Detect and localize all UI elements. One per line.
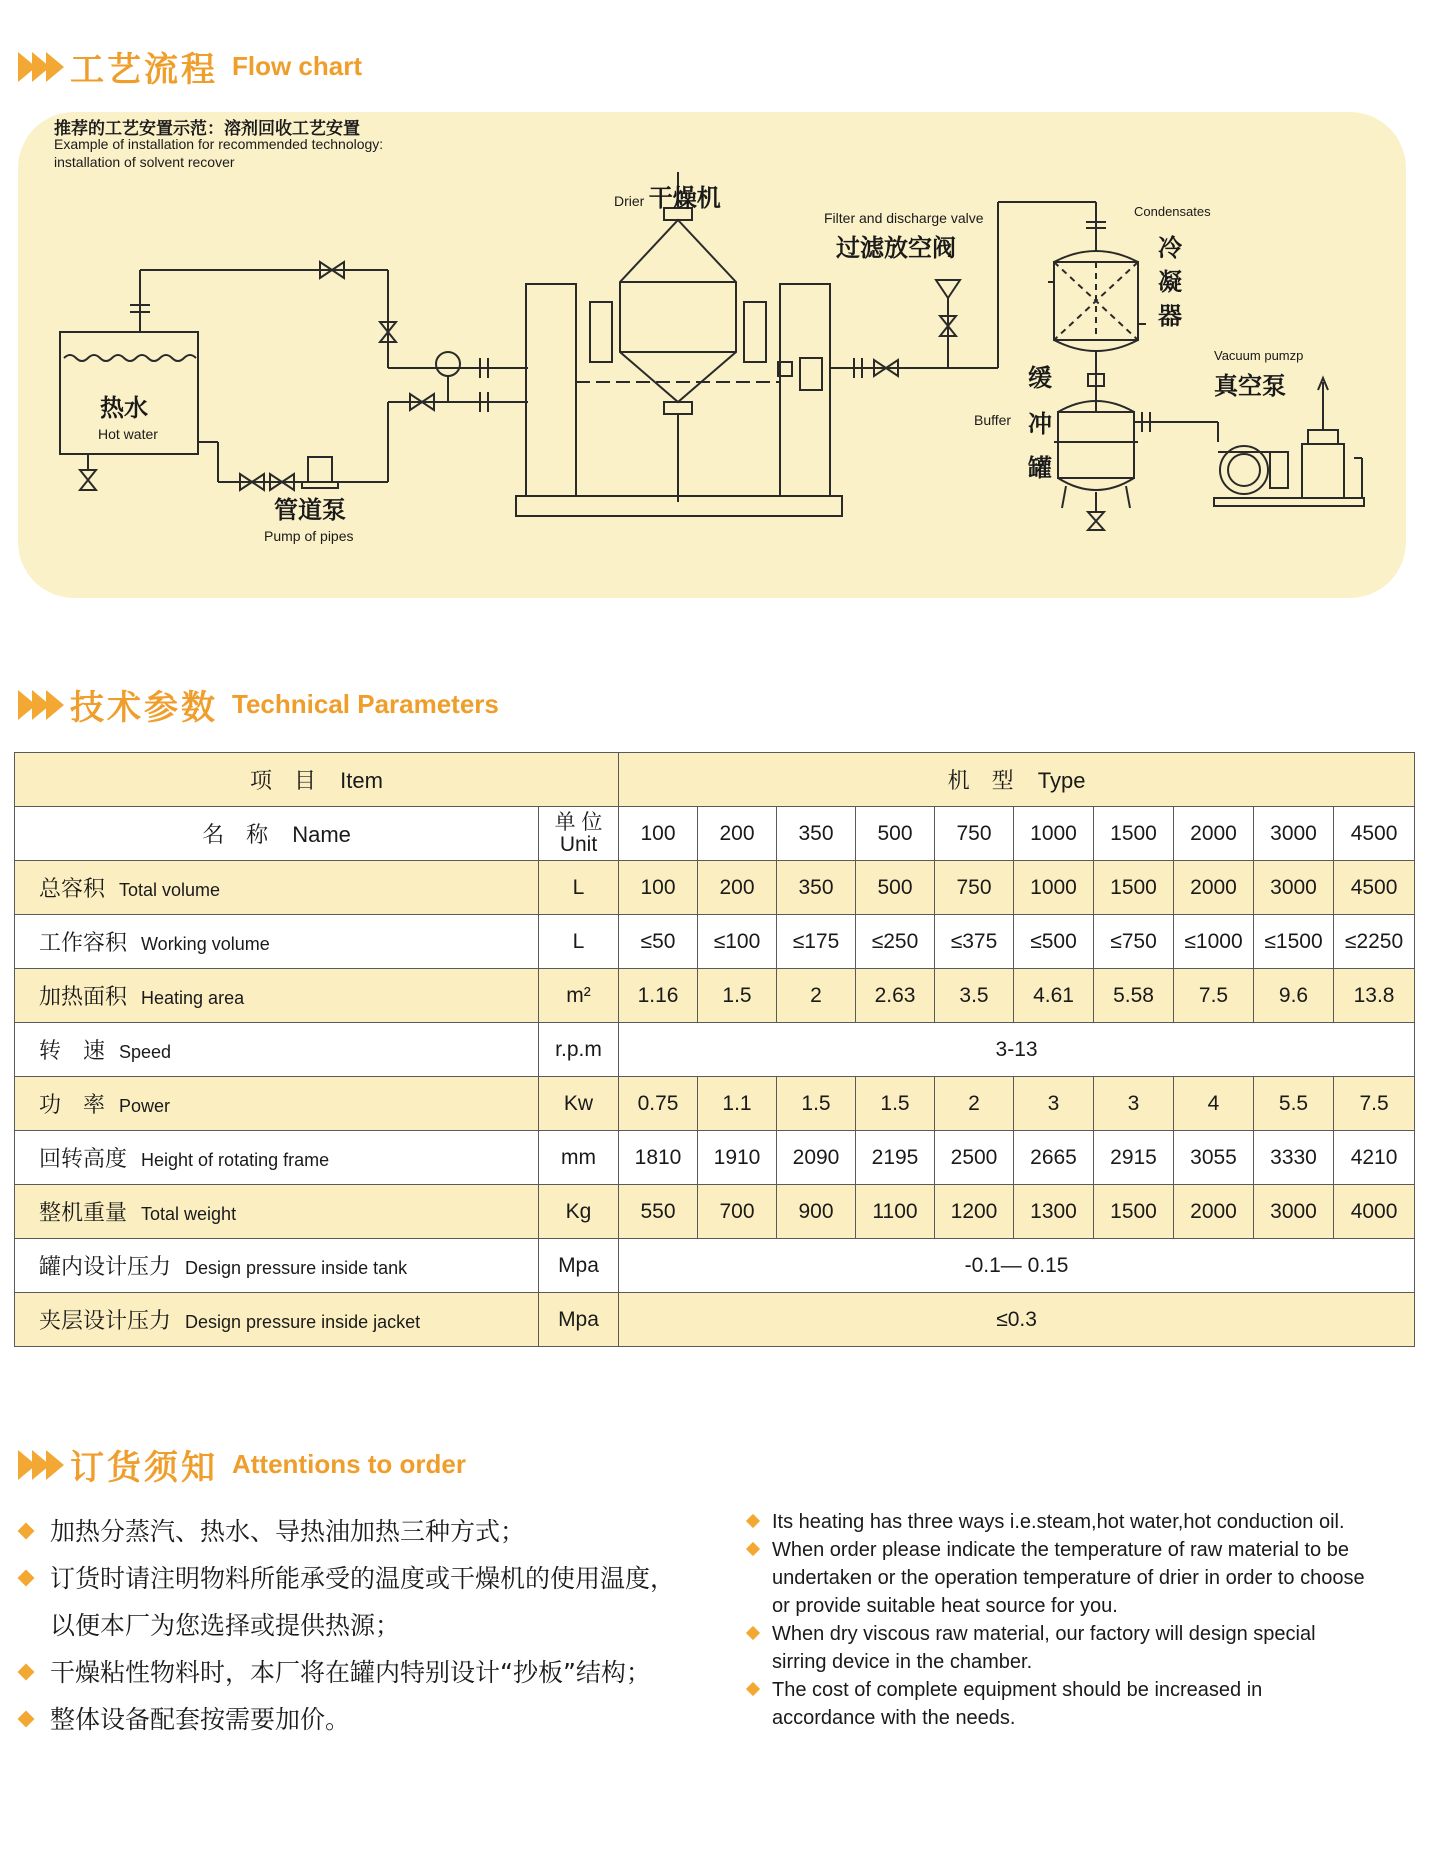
diamond-bullet-icon — [746, 1542, 760, 1556]
param-value-cell: 3 — [1014, 1077, 1094, 1131]
param-unit-cell: m² — [539, 969, 619, 1023]
param-value-cell: 4.61 — [1014, 969, 1094, 1023]
diamond-bullet-icon — [18, 1523, 35, 1540]
table-row — [15, 1023, 1415, 1077]
param-name-cn: 夹层设计压力 — [39, 1309, 172, 1334]
note-text: The cost of complete equipment should be increased in — [772, 1679, 1263, 1701]
params-heading-en: Technical Parameters — [232, 689, 499, 719]
param-value-cell: 2500 — [935, 1131, 1014, 1185]
param-name-cell — [15, 1239, 539, 1293]
param-value-cell: ≤100 — [698, 915, 777, 969]
param-name-cell — [15, 1023, 539, 1077]
param-value-cell: 1.5 — [856, 1077, 935, 1131]
type-header-cn: 机 型 — [947, 768, 1014, 793]
param-name-en: Height of rotating frame — [141, 1150, 330, 1170]
note-text-continued: undertaken or the operation temperature of drier in order to choose — [772, 1567, 1365, 1589]
param-value-cell: ≤750 — [1094, 915, 1174, 969]
params-section-heading — [18, 680, 499, 729]
param-value-cell: 3000 — [1254, 861, 1334, 915]
list-item — [20, 1508, 740, 1555]
param-name-en: Speed — [119, 1042, 172, 1062]
param-name-en: Heating area — [141, 988, 245, 1008]
chevron-arrows-icon — [18, 690, 60, 720]
param-value-cell: 2000 — [1174, 861, 1254, 915]
item-header — [15, 753, 619, 807]
params-heading-cn: 技术参数 — [70, 688, 218, 728]
param-value-cell: 1910 — [698, 1131, 777, 1185]
param-value-cell: 1.5 — [777, 1077, 856, 1131]
param-name-cn: 加热面积 — [39, 985, 128, 1010]
table-row — [15, 969, 1415, 1023]
param-name-cn: 总容积 — [39, 877, 106, 902]
param-value-span-cell: 3-13 — [619, 1023, 1415, 1077]
param-value-cell: 7.5 — [1174, 969, 1254, 1023]
param-value-cell: 500 — [856, 861, 935, 915]
note-text: When dry viscous raw material, our factory will design special — [772, 1623, 1316, 1645]
item-header-en: Item — [340, 768, 383, 793]
param-value-cell: 1.16 — [619, 969, 698, 1023]
param-value-cell: 1500 — [1094, 861, 1174, 915]
param-name-cell — [15, 1077, 539, 1131]
param-value-cell: 2.63 — [856, 969, 935, 1023]
param-value-cell: 200 — [698, 861, 777, 915]
param-value-cell: 2 — [935, 1077, 1014, 1131]
note-text: 订货时请注明物料所能承受的温度或干燥机的使用温度， — [50, 1564, 676, 1593]
flow-intro-en-line2: installation of solvent recover — [54, 154, 235, 170]
note-text-continued: or provide suitable heat source for you. — [772, 1595, 1118, 1617]
condenser-label-cn-3: 器 — [1158, 302, 1182, 330]
param-name-cell — [15, 861, 539, 915]
item-header-cn: 项 目 — [250, 768, 317, 793]
param-value-cell: ≤175 — [777, 915, 856, 969]
unit-header-en: Unit — [559, 832, 598, 856]
double-cone-drier-shape — [516, 172, 842, 516]
param-value-cell: ≤250 — [856, 915, 935, 969]
param-value-cell: 1300 — [1014, 1185, 1094, 1239]
order-notes-cn — [20, 1508, 740, 1743]
buffer-tank-shape — [1054, 401, 1218, 530]
vacuum-pump-label-en: Vacuum pumzp — [1214, 348, 1304, 363]
hot-water-label-cn: 热水 — [100, 394, 148, 422]
flow-intro-cn: 推荐的工艺安置示范：溶剂回收工艺安置 — [54, 119, 360, 139]
note-text-continued: accordance with the needs. — [772, 1707, 1016, 1729]
table-header-row — [15, 753, 1415, 807]
model-cell: 500 — [856, 807, 935, 861]
table-row — [15, 915, 1415, 969]
param-value-cell: 1.5 — [698, 969, 777, 1023]
param-value-cell: 13.8 — [1334, 969, 1415, 1023]
param-name-en: Total weight — [141, 1204, 237, 1224]
param-value-cell: 2195 — [856, 1131, 935, 1185]
table-row — [15, 1077, 1415, 1131]
param-value-cell: ≤2250 — [1334, 915, 1415, 969]
param-name-cn: 转 速 — [39, 1039, 106, 1064]
param-value-cell: 3.5 — [935, 969, 1014, 1023]
note-text-continued: sirring device in the chamber. — [772, 1651, 1033, 1673]
flow-chart-panel — [18, 112, 1406, 598]
param-value-cell: 5.58 — [1094, 969, 1174, 1023]
param-value-cell: 4 — [1174, 1077, 1254, 1131]
param-name-en: Design pressure inside tank — [185, 1258, 408, 1278]
filter-valve-label-cn: 过滤放空阀 — [836, 234, 956, 262]
param-name-cell — [15, 1185, 539, 1239]
note-text: When order please indicate the temperature of raw material to be — [772, 1539, 1349, 1561]
model-row — [15, 807, 1415, 861]
drier-label-en: Drier — [614, 193, 645, 209]
diamond-bullet-icon — [746, 1682, 760, 1696]
param-name-cell — [15, 1293, 539, 1347]
param-value-cell: 7.5 — [1334, 1077, 1415, 1131]
list-item — [20, 1696, 740, 1743]
condenser-shape — [1048, 251, 1146, 412]
param-value-cell: 1200 — [935, 1185, 1014, 1239]
param-name-cell — [15, 915, 539, 969]
param-value-cell: 2 — [777, 969, 856, 1023]
list-item — [748, 1508, 1408, 1536]
pipe-pump-label-en: Pump of pipes — [264, 528, 354, 544]
param-unit-cell: L — [539, 915, 619, 969]
note-text: 整体设备配套按需要加价。 — [50, 1705, 351, 1734]
param-name-cn: 工作容积 — [39, 931, 128, 956]
order-section-heading — [18, 1440, 466, 1489]
param-value-cell: 4500 — [1334, 861, 1415, 915]
order-heading-cn: 订货须知 — [70, 1448, 218, 1488]
param-value-cell: 1500 — [1094, 1185, 1174, 1239]
vacuum-pump-label-cn: 真空泵 — [1214, 372, 1286, 400]
param-value-cell: 2000 — [1174, 1185, 1254, 1239]
hot-water-label-en: Hot water — [98, 426, 158, 442]
param-value-cell: ≤1500 — [1254, 915, 1334, 969]
model-cell: 2000 — [1174, 807, 1254, 861]
pipe-pump-label-cn: 管道泵 — [274, 496, 346, 524]
drier-label-cn: 干燥机 — [648, 184, 721, 212]
param-value-cell: 350 — [777, 861, 856, 915]
param-value-cell: 3000 — [1254, 1185, 1334, 1239]
condenser-label-cn-2: 凝 — [1158, 268, 1182, 296]
filter-valve-label-en: Filter and discharge valve — [824, 210, 984, 226]
type-header — [619, 753, 1415, 807]
order-heading-en: Attentions to order — [232, 1449, 466, 1479]
note-text: 干燥粘性物料时，本厂将在罐内特别设计“抄板”结构； — [50, 1658, 651, 1687]
param-unit-cell: Kg — [539, 1185, 619, 1239]
model-cell: 3000 — [1254, 807, 1334, 861]
param-unit-cell: r.p.m — [539, 1023, 619, 1077]
type-header-en: Type — [1037, 768, 1086, 793]
buffer-label-cn-3: 罐 — [1028, 454, 1052, 482]
param-name-en: Power — [119, 1096, 171, 1116]
technical-parameters-table — [14, 752, 1415, 1347]
param-value-cell: 3055 — [1174, 1131, 1254, 1185]
param-value-cell: ≤50 — [619, 915, 698, 969]
param-value-cell: 2915 — [1094, 1131, 1174, 1185]
list-item — [20, 1649, 740, 1696]
param-name-en: Total volume — [119, 880, 221, 900]
param-name-cell — [15, 969, 539, 1023]
buffer-label-cn-2: 冲 — [1028, 410, 1052, 438]
unit-header-cn: 单 位 — [554, 810, 603, 834]
diamond-bullet-icon — [18, 1570, 35, 1587]
table-row — [15, 1131, 1415, 1185]
param-value-cell: ≤500 — [1014, 915, 1094, 969]
condenser-label-cn-1: 冷 — [1158, 234, 1182, 262]
param-unit-cell: mm — [539, 1131, 619, 1185]
buffer-label-cn-1: 缓 — [1028, 364, 1052, 392]
unit-header — [539, 807, 619, 861]
param-value-cell: 1100 — [856, 1185, 935, 1239]
diamond-bullet-icon — [18, 1711, 35, 1728]
note-text: Its heating has three ways i.e.steam,hot water,hot conduction oil. — [772, 1511, 1345, 1533]
model-cell: 1500 — [1094, 807, 1174, 861]
model-cell: 4500 — [1334, 807, 1415, 861]
chevron-arrows-icon — [18, 52, 60, 82]
param-unit-cell: L — [539, 861, 619, 915]
param-unit-cell: Mpa — [539, 1239, 619, 1293]
param-value-cell: 4000 — [1334, 1185, 1415, 1239]
param-value-cell: 2665 — [1014, 1131, 1094, 1185]
param-value-span-cell: -0.1— 0.15 — [619, 1239, 1415, 1293]
param-value-cell: 3 — [1094, 1077, 1174, 1131]
param-value-cell: 1000 — [1014, 861, 1094, 915]
param-value-cell: 1810 — [619, 1131, 698, 1185]
drier-label — [614, 178, 721, 213]
table-row — [15, 1185, 1415, 1239]
flow-heading-cn: 工艺流程 — [70, 50, 218, 90]
param-value-cell: 4210 — [1334, 1131, 1415, 1185]
param-value-cell: 700 — [698, 1185, 777, 1239]
model-cell: 350 — [777, 807, 856, 861]
table-row — [15, 1239, 1415, 1293]
param-value-cell: ≤1000 — [1174, 915, 1254, 969]
diamond-bullet-icon — [746, 1626, 760, 1640]
table-row — [15, 1293, 1415, 1347]
param-value-span-cell: ≤0.3 — [619, 1293, 1415, 1347]
param-name-cn: 罐内设计压力 — [39, 1255, 172, 1280]
param-value-cell: 0.75 — [619, 1077, 698, 1131]
param-unit-cell: Kw — [539, 1077, 619, 1131]
param-value-cell: 900 — [777, 1185, 856, 1239]
param-name-cn: 功 率 — [39, 1093, 106, 1118]
flow-intro-en-line1: Example of installation for recommended technology: — [54, 136, 384, 152]
list-item — [20, 1555, 740, 1602]
param-value-cell: 5.5 — [1254, 1077, 1334, 1131]
model-cell: 750 — [935, 807, 1014, 861]
flow-heading-en: Flow chart — [232, 51, 363, 81]
param-name-en: Design pressure inside jacket — [185, 1312, 421, 1332]
param-value-cell: 3330 — [1254, 1131, 1334, 1185]
condenser-label-en: Condensates — [1134, 204, 1211, 219]
name-header-en: Name — [292, 822, 351, 847]
model-cell: 200 — [698, 807, 777, 861]
param-name-cn: 整机重量 — [39, 1201, 128, 1226]
order-notes-en — [748, 1508, 1408, 1732]
param-value-cell: 750 — [935, 861, 1014, 915]
hot-water-piping — [130, 262, 528, 490]
list-item — [748, 1676, 1408, 1704]
param-value-cell: 1.1 — [698, 1077, 777, 1131]
param-name-en: Working volume — [141, 934, 270, 954]
param-value-cell: ≤375 — [935, 915, 1014, 969]
flow-section-heading — [18, 42, 362, 91]
diamond-bullet-icon — [746, 1514, 760, 1528]
param-value-cell: 9.6 — [1254, 969, 1334, 1023]
param-value-cell: 100 — [619, 861, 698, 915]
name-header-cn: 名 称 — [202, 822, 269, 847]
list-item — [748, 1536, 1408, 1564]
table-row — [15, 861, 1415, 915]
param-value-cell: 2090 — [777, 1131, 856, 1185]
diamond-bullet-icon — [18, 1664, 35, 1681]
buffer-label-en: Buffer — [974, 412, 1012, 428]
chevron-arrows-icon — [18, 1450, 60, 1480]
param-value-cell: 550 — [619, 1185, 698, 1239]
list-item — [748, 1620, 1408, 1648]
param-name-cn: 回转高度 — [39, 1147, 128, 1172]
note-text: 加热分蒸汽、热水、导热油加热三种方式； — [50, 1517, 526, 1546]
model-cell: 1000 — [1014, 807, 1094, 861]
param-unit-cell: Mpa — [539, 1293, 619, 1347]
note-text-continued: 以便本厂为您选择或提供热源； — [50, 1611, 401, 1640]
model-cell: 100 — [619, 807, 698, 861]
name-header — [15, 807, 539, 861]
param-name-cell — [15, 1131, 539, 1185]
